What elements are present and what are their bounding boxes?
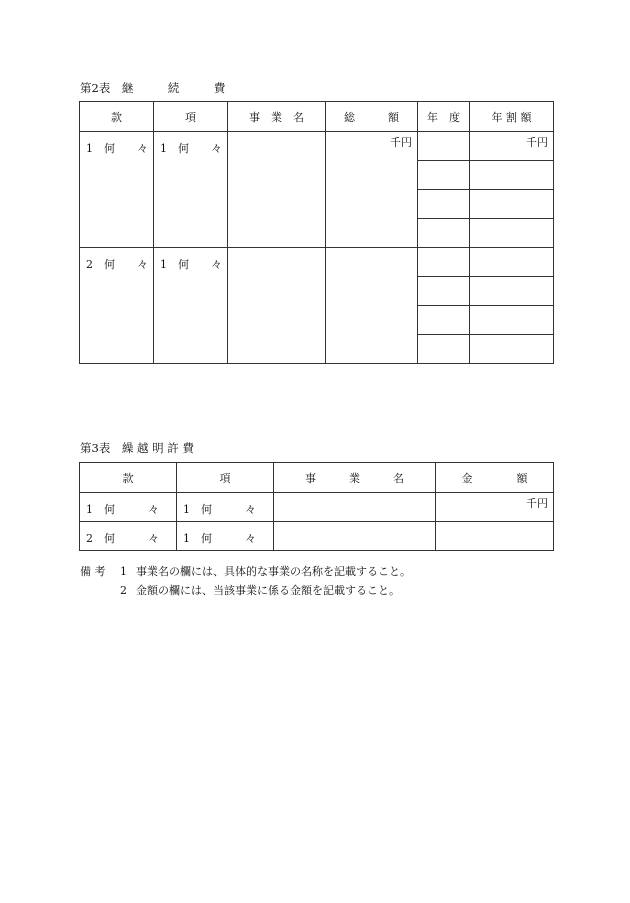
cell-project-name: [228, 248, 326, 364]
cell-annual-amount: [470, 335, 554, 364]
cell-project-name: [274, 522, 436, 551]
cell-kou: 1 何 々: [177, 522, 274, 551]
header-amount: 金 額: [436, 463, 554, 493]
cell-kou: 1 何 々: [154, 248, 228, 364]
table2-caption: 第2表 継 続 費: [80, 81, 226, 95]
table-row: [80, 522, 554, 551]
cell-kou: 1 何 々: [177, 493, 274, 522]
table3-carryover-expenses: [79, 462, 554, 551]
remark-number: 2: [120, 584, 127, 597]
cell-annual-amount: [470, 190, 554, 219]
cell-annual-amount: [470, 161, 554, 190]
cell-kan: 2 何 々: [80, 248, 154, 364]
header-project-name: 事 業 名: [274, 463, 436, 493]
cell-fiscal-year: [418, 277, 470, 306]
cell-fiscal-year: [418, 219, 470, 248]
remark-item: [80, 581, 411, 600]
remark-text: 事業名の欄には、具体的な事業の名称を記載すること。: [136, 565, 411, 578]
remark-item: [80, 562, 411, 581]
header-kou: 項: [177, 463, 274, 493]
cell-total-unit: 千円: [326, 132, 418, 248]
cell-amount: [436, 522, 554, 551]
header-total-amount: 総 額: [326, 102, 418, 132]
cell-annual-amount: [470, 248, 554, 277]
cell-fiscal-year: [418, 190, 470, 219]
cell-total-amount: [326, 248, 418, 364]
table2-continuing-expenses: [79, 101, 554, 364]
cell-kan: 1 何 々: [80, 493, 177, 522]
table-row: [80, 493, 554, 522]
cell-kou: 1 何 々: [154, 132, 228, 248]
table-row: [80, 132, 554, 161]
cell-fiscal-year: [418, 161, 470, 190]
table3-header-row: [80, 463, 554, 493]
header-annual-amount: 年 割 額: [470, 102, 554, 132]
table2-header-row: [80, 102, 554, 132]
cell-kan: 1 何 々: [80, 132, 154, 248]
table-row: [80, 248, 554, 277]
cell-annual-unit: 千円: [470, 132, 554, 161]
remark-text: 金額の欄には、当該事業に係る金額を記載すること。: [136, 584, 400, 597]
remarks-label: 備 考: [80, 565, 106, 578]
cell-fiscal-year: [418, 248, 470, 277]
header-kou: 項: [154, 102, 228, 132]
cell-amount-unit: 千円: [436, 493, 554, 522]
cell-fiscal-year: [418, 132, 470, 161]
remark-number: 1: [120, 565, 127, 578]
cell-fiscal-year: [418, 306, 470, 335]
cell-project-name: [274, 493, 436, 522]
header-fiscal-year: 年 度: [418, 102, 470, 132]
cell-project-name: [228, 132, 326, 248]
header-kan: 款: [80, 102, 154, 132]
cell-kan: 2 何 々: [80, 522, 177, 551]
header-project-name: 事 業 名: [228, 102, 326, 132]
header-kan: 款: [80, 463, 177, 493]
cell-annual-amount: [470, 219, 554, 248]
cell-fiscal-year: [418, 335, 470, 364]
table3-caption: 第3表 繰 越 明 許 費: [80, 441, 194, 455]
cell-annual-amount: [470, 306, 554, 335]
remarks: [80, 562, 411, 600]
cell-annual-amount: [470, 277, 554, 306]
